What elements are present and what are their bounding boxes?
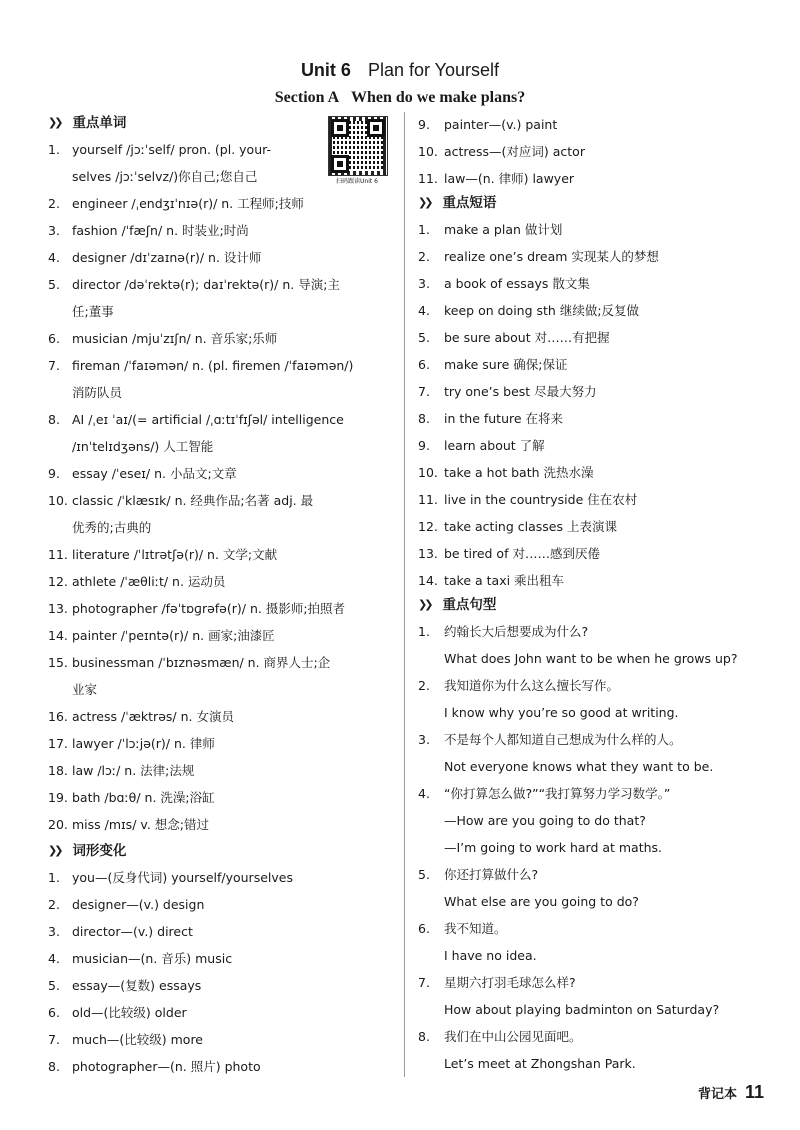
item-number: 18. xyxy=(48,763,68,778)
sentence-item xyxy=(418,672,763,726)
list-item xyxy=(48,325,393,352)
heading-word-forms xyxy=(48,840,393,862)
sentence-item xyxy=(418,861,763,915)
item-number: 11. xyxy=(48,547,68,562)
sentence-chinese: “你打算怎么做?”“我打算努力学习数学。” xyxy=(444,786,671,801)
item-number: 5. xyxy=(418,867,430,882)
sentence-english: I know why you’re so good at writing. xyxy=(444,705,679,720)
item-text: essay—(复数) essays xyxy=(72,978,202,993)
item-number: 10. xyxy=(48,493,68,508)
item-number: 5. xyxy=(418,330,430,345)
list-item xyxy=(418,243,763,270)
heading-label: 重点句型 xyxy=(442,597,497,613)
item-number: 14. xyxy=(48,628,68,643)
heading-label: 重点短语 xyxy=(442,195,497,211)
item-number: 7. xyxy=(48,1032,60,1047)
sentence-chinese: 我们在中山公园见面吧。 xyxy=(444,1029,582,1044)
double-chevron-icon: ❯❯ xyxy=(418,598,431,611)
item-text: make sure 确保;保证 xyxy=(444,357,568,372)
list-item xyxy=(418,351,763,378)
item-text: try one’s best 尽最大努力 xyxy=(444,384,597,399)
list-item xyxy=(48,730,393,757)
item-text: take a taxi 乘出租车 xyxy=(444,573,565,588)
list-item xyxy=(48,271,393,298)
list-item xyxy=(418,378,763,405)
list-item xyxy=(48,811,393,838)
item-number: 8. xyxy=(418,1029,430,1044)
item-text: essay /ˈeseɪ/ n. 小品文;文章 xyxy=(72,466,237,481)
item-text: 业家 xyxy=(72,682,98,697)
item-number: 5. xyxy=(48,978,60,993)
list-item xyxy=(48,1053,393,1080)
item-number: 8. xyxy=(418,411,430,426)
double-chevron-icon: ❯❯ xyxy=(48,116,61,129)
list-item xyxy=(418,165,763,192)
item-text: literature /ˈlɪtrətʃə(r)/ n. 文学;文献 xyxy=(72,547,278,562)
sentence-english: —I’m going to work hard at maths. xyxy=(444,840,663,855)
item-number: 9. xyxy=(418,438,430,453)
list-item xyxy=(48,352,393,379)
item-number: 12. xyxy=(48,574,68,589)
sentence-chinese: 我不知道。 xyxy=(444,921,507,936)
item-text: in the future 在将来 xyxy=(444,411,564,426)
item-number: 2. xyxy=(48,897,60,912)
item-number: 6. xyxy=(418,357,430,372)
sentence-item xyxy=(418,726,763,780)
heading-label: 词形变化 xyxy=(72,843,127,859)
sentence-english: Not everyone knows what they want to be. xyxy=(444,759,714,774)
item-text: make a plan 做计划 xyxy=(444,222,563,237)
item-number: 4. xyxy=(48,250,60,265)
item-text: musician /mjuˈzɪʃn/ n. 音乐家;乐师 xyxy=(72,331,278,346)
list-item xyxy=(48,487,393,514)
heading-label: 重点单词 xyxy=(72,115,127,131)
list-item xyxy=(48,891,393,918)
section-question: When do we make plans? xyxy=(350,89,526,106)
item-number: 4. xyxy=(48,951,60,966)
item-text: keep on doing sth 继续做;反复做 xyxy=(444,303,640,318)
list-item xyxy=(48,972,393,999)
item-text: painter /ˈpeɪntə(r)/ n. 画家;油漆匠 xyxy=(72,628,275,643)
item-number: 4. xyxy=(418,303,430,318)
list-item xyxy=(48,999,393,1026)
list-item xyxy=(418,216,763,243)
list-item xyxy=(418,324,763,351)
item-text: fireman /ˈfaɪəmən/ n. (pl. firemen /ˈfaɪəmən/) xyxy=(72,358,354,373)
item-number: 1. xyxy=(48,870,60,885)
item-number: 16. xyxy=(48,709,68,724)
sentence-item xyxy=(418,1023,763,1077)
item-number: 14. xyxy=(418,573,438,588)
item-number: 10. xyxy=(418,144,438,159)
item-text: selves /jɔːˈselvz/)你自己;您自己 xyxy=(72,169,258,184)
item-text: fashion /ˈfæʃn/ n. 时装业;时尚 xyxy=(72,223,249,238)
list-item xyxy=(418,432,763,459)
list-item xyxy=(48,864,393,891)
item-text: businessman /ˈbɪznəsmæn/ n. 商界人士;企 xyxy=(72,655,331,670)
list-item xyxy=(48,541,393,568)
item-text: law—(n. 律师) lawyer xyxy=(444,171,575,186)
heading-key-sentences xyxy=(418,594,763,616)
sentence-english: Let’s meet at Zhongshan Park. xyxy=(444,1056,636,1071)
list-item xyxy=(418,405,763,432)
list-item xyxy=(48,190,393,217)
list-item xyxy=(48,676,393,703)
item-text: photographer—(n. 照片) photo xyxy=(72,1059,261,1074)
item-number: 3. xyxy=(418,732,430,747)
item-number: 17. xyxy=(48,736,68,751)
item-number: 6. xyxy=(48,331,60,346)
list-item xyxy=(48,568,393,595)
word-list xyxy=(48,136,393,838)
item-text: much—(比较级) more xyxy=(72,1032,203,1047)
left-column xyxy=(48,112,393,1080)
list-item xyxy=(418,138,763,165)
item-number: 5. xyxy=(48,277,60,292)
item-number: 20. xyxy=(48,817,68,832)
list-item xyxy=(48,1026,393,1053)
list-item xyxy=(48,945,393,972)
sentence-item xyxy=(418,969,763,1023)
item-number: 13. xyxy=(418,546,438,561)
list-item xyxy=(48,406,393,433)
sentence-chinese: 我知道你为什么这么擅长写作。 xyxy=(444,678,620,693)
item-number: 2. xyxy=(48,196,60,211)
item-text: photographer /fəˈtɒɡrəfə(r)/ n. 摄影师;拍照者 xyxy=(72,601,346,616)
item-text: actress—(对应词) actor xyxy=(444,144,585,159)
item-text: engineer /ˌendʒɪˈnɪə(r)/ n. 工程师;技师 xyxy=(72,196,304,211)
item-number: 3. xyxy=(418,276,430,291)
item-text: you—(反身代词) yourself/yourselves xyxy=(72,870,293,885)
item-number: 1. xyxy=(418,624,430,639)
page-number: 11 xyxy=(744,1082,764,1102)
item-text: painter—(v.) paint xyxy=(444,117,558,132)
item-number: 8. xyxy=(48,1059,60,1074)
footer-label: 背记本 xyxy=(697,1087,737,1102)
sentence-english: —How are you going to do that? xyxy=(444,813,646,828)
right-column xyxy=(418,112,763,1077)
item-number: 10. xyxy=(418,465,438,480)
list-item xyxy=(418,540,763,567)
word-forms-list xyxy=(48,864,393,1080)
item-text: 优秀的;古典的 xyxy=(72,520,152,535)
list-item xyxy=(48,757,393,784)
item-text: take a hot bath 洗热水澡 xyxy=(444,465,594,480)
item-number: 3. xyxy=(48,924,60,939)
qr-caption: 扫码跟读Unit 6 xyxy=(336,178,378,185)
item-number: 9. xyxy=(48,466,60,481)
sentence-chinese: 约翰长大后想要成为什么? xyxy=(444,624,589,639)
list-item xyxy=(48,514,393,541)
list-item xyxy=(48,703,393,730)
item-text: law /lɔː/ n. 法律;法规 xyxy=(72,763,195,778)
item-number: 15. xyxy=(48,655,68,670)
list-item xyxy=(418,111,763,138)
list-item xyxy=(48,298,393,325)
item-text: a book of essays 散文集 xyxy=(444,276,590,291)
item-text: director /dəˈrektə(r); daɪˈrektə(r)/ n. 导演;主 xyxy=(72,277,340,292)
item-number: 2. xyxy=(418,678,430,693)
double-chevron-icon: ❯❯ xyxy=(418,196,431,209)
item-text: lawyer /ˈlɔːjə(r)/ n. 律师 xyxy=(72,736,215,751)
item-text: be tired of 对……感到厌倦 xyxy=(444,546,600,561)
item-text: designer /dɪˈzaɪnə(r)/ n. 设计师 xyxy=(72,250,262,265)
item-number: 1. xyxy=(418,222,430,237)
sentence-english: How about playing badminton on Saturday? xyxy=(444,1002,720,1017)
list-item xyxy=(48,217,393,244)
item-text: classic /ˈklæsɪk/ n. 经典作品;名著 adj. 最 xyxy=(72,493,314,508)
list-item xyxy=(418,513,763,540)
item-text: musician—(n. 音乐) music xyxy=(72,951,233,966)
item-number: 6. xyxy=(48,1005,60,1020)
page-footer xyxy=(698,1082,764,1103)
item-text: designer—(v.) design xyxy=(72,897,205,912)
list-item xyxy=(48,784,393,811)
item-text: /ɪnˈtelɪdʒəns/) 人工智能 xyxy=(72,439,214,454)
unit-name: Plan for Yourself xyxy=(367,60,500,80)
column-divider xyxy=(404,112,405,1077)
list-item xyxy=(48,460,393,487)
list-item xyxy=(418,459,763,486)
item-text: AI /ˌeɪ ˈaɪ/(= artificial /ˌɑːtɪˈfɪʃəl/ intelligence xyxy=(72,412,344,427)
list-item xyxy=(48,379,393,406)
item-number: 3. xyxy=(48,223,60,238)
item-text: bath /bɑːθ/ n. 洗澡;浴缸 xyxy=(72,790,215,805)
item-text: realize one’s dream 实现某人的梦想 xyxy=(444,249,659,264)
list-item xyxy=(48,918,393,945)
item-number: 8. xyxy=(48,412,60,427)
item-text: actress /ˈæktrəs/ n. 女演员 xyxy=(72,709,234,724)
sentence-list xyxy=(418,618,763,1077)
item-text: take acting classes 上表演课 xyxy=(444,519,617,534)
item-text: live in the countryside 住在农村 xyxy=(444,492,638,507)
item-number: 4. xyxy=(418,786,430,801)
section-title xyxy=(0,89,800,107)
item-text: director—(v.) direct xyxy=(72,924,193,939)
item-text: 任;董事 xyxy=(72,304,114,319)
item-number: 1. xyxy=(48,142,60,157)
sentence-english: What else are you going to do? xyxy=(444,894,639,909)
item-text: be sure about 对……有把握 xyxy=(444,330,610,345)
item-text: learn about 了解 xyxy=(444,438,545,453)
unit-label: Unit 6 xyxy=(300,60,351,80)
item-number: 19. xyxy=(48,790,68,805)
item-number: 6. xyxy=(418,921,430,936)
list-item xyxy=(418,297,763,324)
sentence-english: What does John want to be when he grows up? xyxy=(444,651,738,666)
item-text: yourself /jɔːˈself/ pron. (pl. your- xyxy=(72,142,271,157)
item-number: 2. xyxy=(418,249,430,264)
list-item xyxy=(48,433,393,460)
item-number: 7. xyxy=(48,358,60,373)
sentence-chinese: 你还打算做什么? xyxy=(444,867,539,882)
list-item xyxy=(48,136,393,163)
item-number: 13. xyxy=(48,601,68,616)
item-number: 7. xyxy=(418,975,430,990)
sentence-item xyxy=(418,618,763,672)
list-item xyxy=(418,486,763,513)
list-item xyxy=(418,567,763,594)
item-number: 11. xyxy=(418,492,438,507)
list-item xyxy=(48,595,393,622)
item-number: 9. xyxy=(418,117,430,132)
item-text: 消防队员 xyxy=(72,385,123,400)
item-number: 11. xyxy=(418,171,438,186)
item-number: 12. xyxy=(418,519,438,534)
item-number: 7. xyxy=(418,384,430,399)
section-label: Section A xyxy=(274,89,340,106)
sentence-english: I have no idea. xyxy=(444,948,537,963)
item-text: old—(比较级) older xyxy=(72,1005,187,1020)
phrase-list xyxy=(418,216,763,594)
list-item xyxy=(418,270,763,297)
sentence-chinese: 不是每个人都知道自己想成为什么样的人。 xyxy=(444,732,682,747)
item-text: athlete /ˈæθliːt/ n. 运动员 xyxy=(72,574,226,589)
heading-key-phrases xyxy=(418,192,763,214)
item-text: miss /mɪs/ v. 想念;错过 xyxy=(72,817,209,832)
unit-title xyxy=(0,60,800,81)
sentence-item xyxy=(418,780,763,861)
list-item xyxy=(48,649,393,676)
list-item xyxy=(48,622,393,649)
list-item xyxy=(48,163,393,190)
sentence-item xyxy=(418,915,763,969)
word-forms-list-continued xyxy=(418,111,763,192)
list-item xyxy=(48,244,393,271)
sentence-chinese: 星期六打羽毛球怎么样? xyxy=(444,975,576,990)
double-chevron-icon: ❯❯ xyxy=(48,844,61,857)
